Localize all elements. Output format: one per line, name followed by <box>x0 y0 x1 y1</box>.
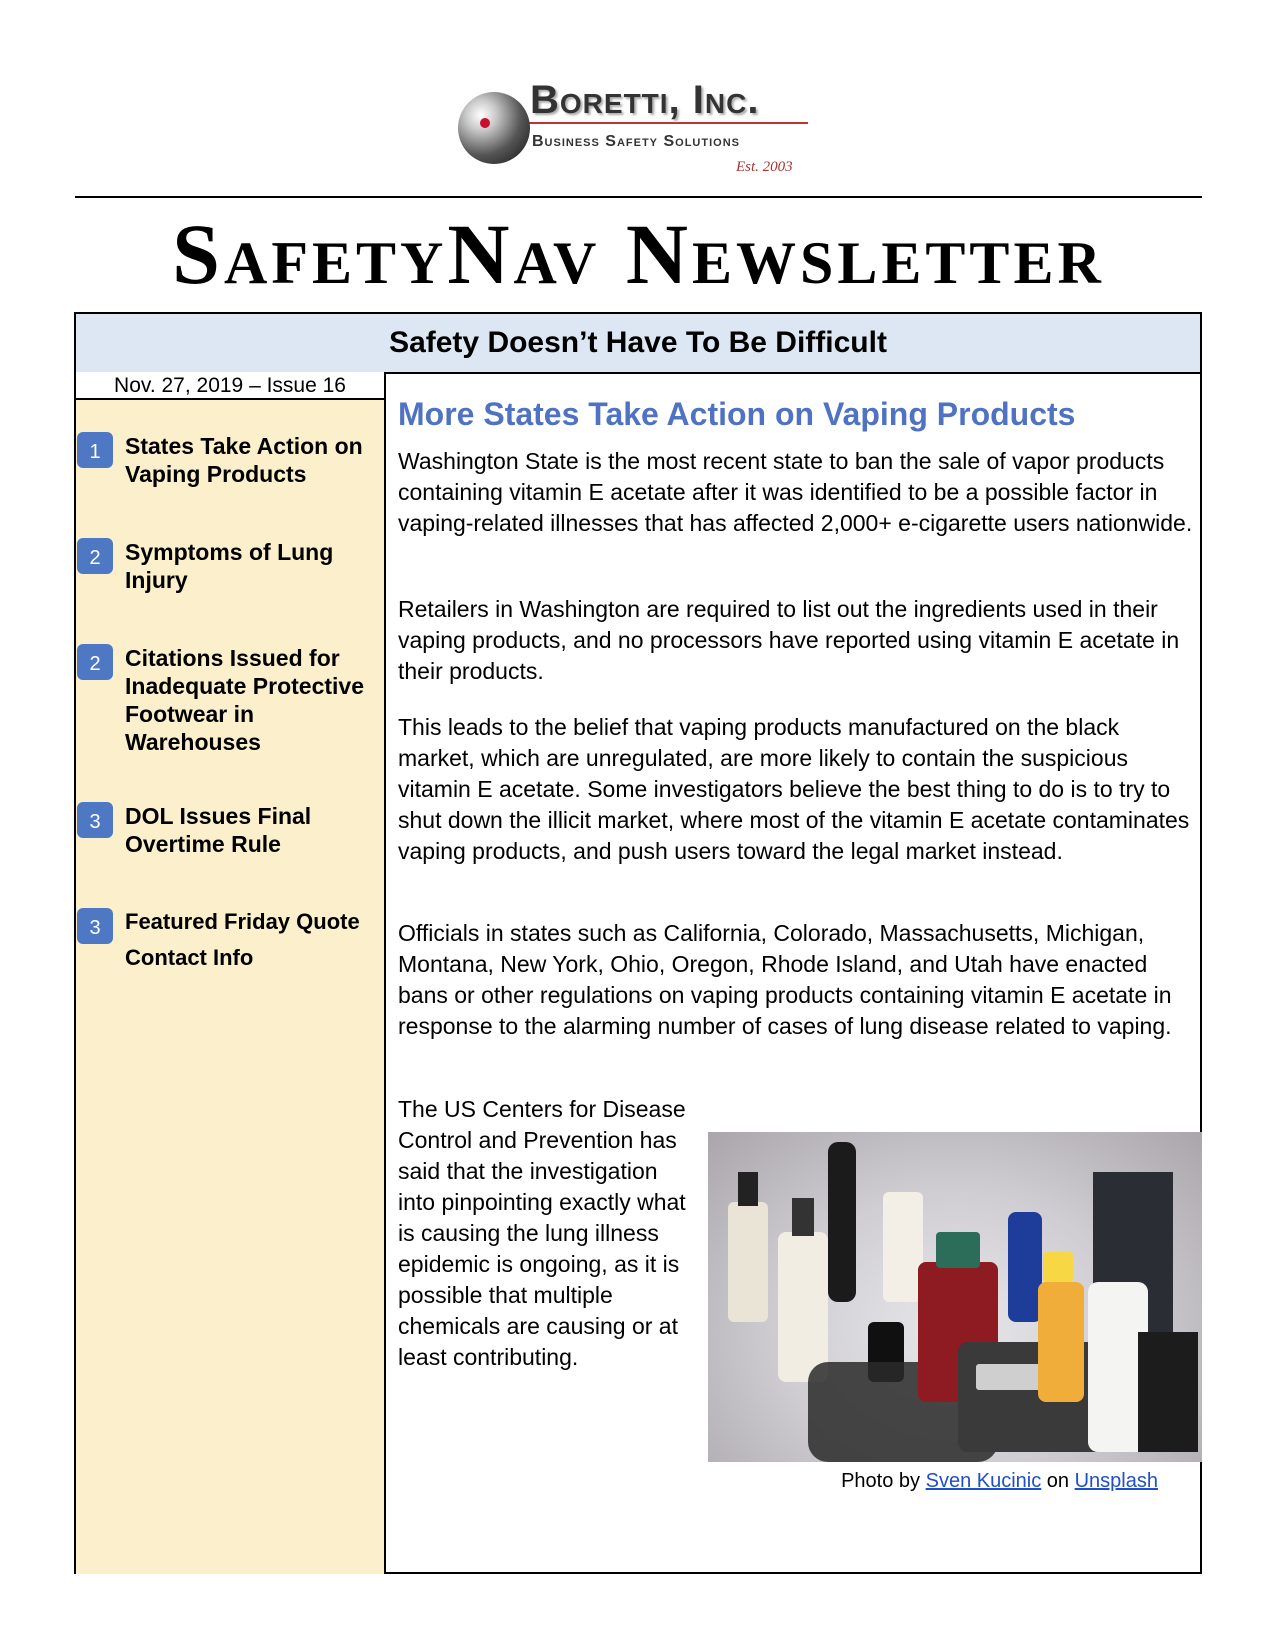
toc-title: Citations Issued for Inadequate Protective Footwear in Warehouses <box>125 645 365 755</box>
logo-subtitle: Business Safety Solutions <box>532 133 740 150</box>
toc-title: Symptoms of Lung Injury <box>125 539 334 593</box>
toc-page-badge: 3 <box>77 802 113 838</box>
toc-title: DOL Issues Final Overtime Rule <box>125 803 312 857</box>
photo-caption <box>841 1470 1158 1493</box>
toc-page-badge: 1 <box>77 432 113 468</box>
logo-sphere-icon <box>458 92 530 164</box>
photo-author-link[interactable]: Sven Kucinic <box>925 1470 1042 1492</box>
article-headline: More States Take Action on Vaping Products <box>398 396 1076 432</box>
vaping-products-photo <box>708 1132 1202 1462</box>
logo-dot-icon <box>480 118 490 128</box>
toc-title: States Take Action on Vaping Products <box>125 433 363 487</box>
sidebar <box>76 372 386 1574</box>
toc-page-badge: 3 <box>77 908 113 944</box>
toc-title: Contact Info <box>125 945 254 970</box>
toc-title: Featured Friday Quote <box>125 909 360 934</box>
unsplash-link[interactable]: Unsplash <box>1074 1470 1158 1492</box>
article-paragraph: Retailers in Washington are required to list out the ingredients used in their vaping products, and no processors have reported using vitamin E acetate in their products. <box>398 596 1180 684</box>
issue-date: Nov. 27, 2019 – Issue 16 <box>76 372 386 400</box>
caption-middle: on <box>1046 1470 1070 1492</box>
header-divider <box>75 196 1202 198</box>
article-paragraph: The US Centers for Disease Control and Prevention has said that the investigation into pinpointing exactly what is causing the lung illness epidemic is ongoing, as it is possible that multiple chemicals are causing or at least contributing. <box>398 1096 686 1370</box>
toc-page-badge: 2 <box>77 538 113 574</box>
logo-company-name: Boretti, Inc. <box>530 78 760 122</box>
toc-page-badge: 2 <box>77 644 113 680</box>
newsletter-title: SafetyNav Newsletter <box>172 206 1105 302</box>
article-paragraph: This leads to the belief that vaping products manufactured on the black market, which are unregulated, are more likely to contain the suspicious vitamin E acetate. Some investigators believe the best thing to do is to try to shut down the illicit market, where most of the vitamin E acetate contaminates vaping products, and push users toward the legal market instead. <box>398 714 1190 864</box>
newsletter-frame <box>74 312 1202 1574</box>
article-paragraph: Officials in states such as California, Colorado, Massachusetts, Michigan, Montana, New York, Ohio, Oregon, Rhode Island, and Utah have enacted bans or other regulations on vaping products containing vitamin E acetate in response to the alarming number of cases of lung disease related to vaping. <box>398 920 1172 1039</box>
company-logo <box>458 78 818 186</box>
article-paragraph: Washington State is the most recent state to ban the sale of vapor products containing vitamin E acetate after it was identified to be a possible factor in vaping-related illnesses that has affected 2,000+ e-cigarette users nationwide. <box>398 448 1193 536</box>
caption-prefix: Photo by <box>841 1470 921 1492</box>
tagline: Safety Doesn’t Have To Be Difficult <box>76 314 1200 374</box>
logo-established: Est. 2003 <box>736 159 793 175</box>
